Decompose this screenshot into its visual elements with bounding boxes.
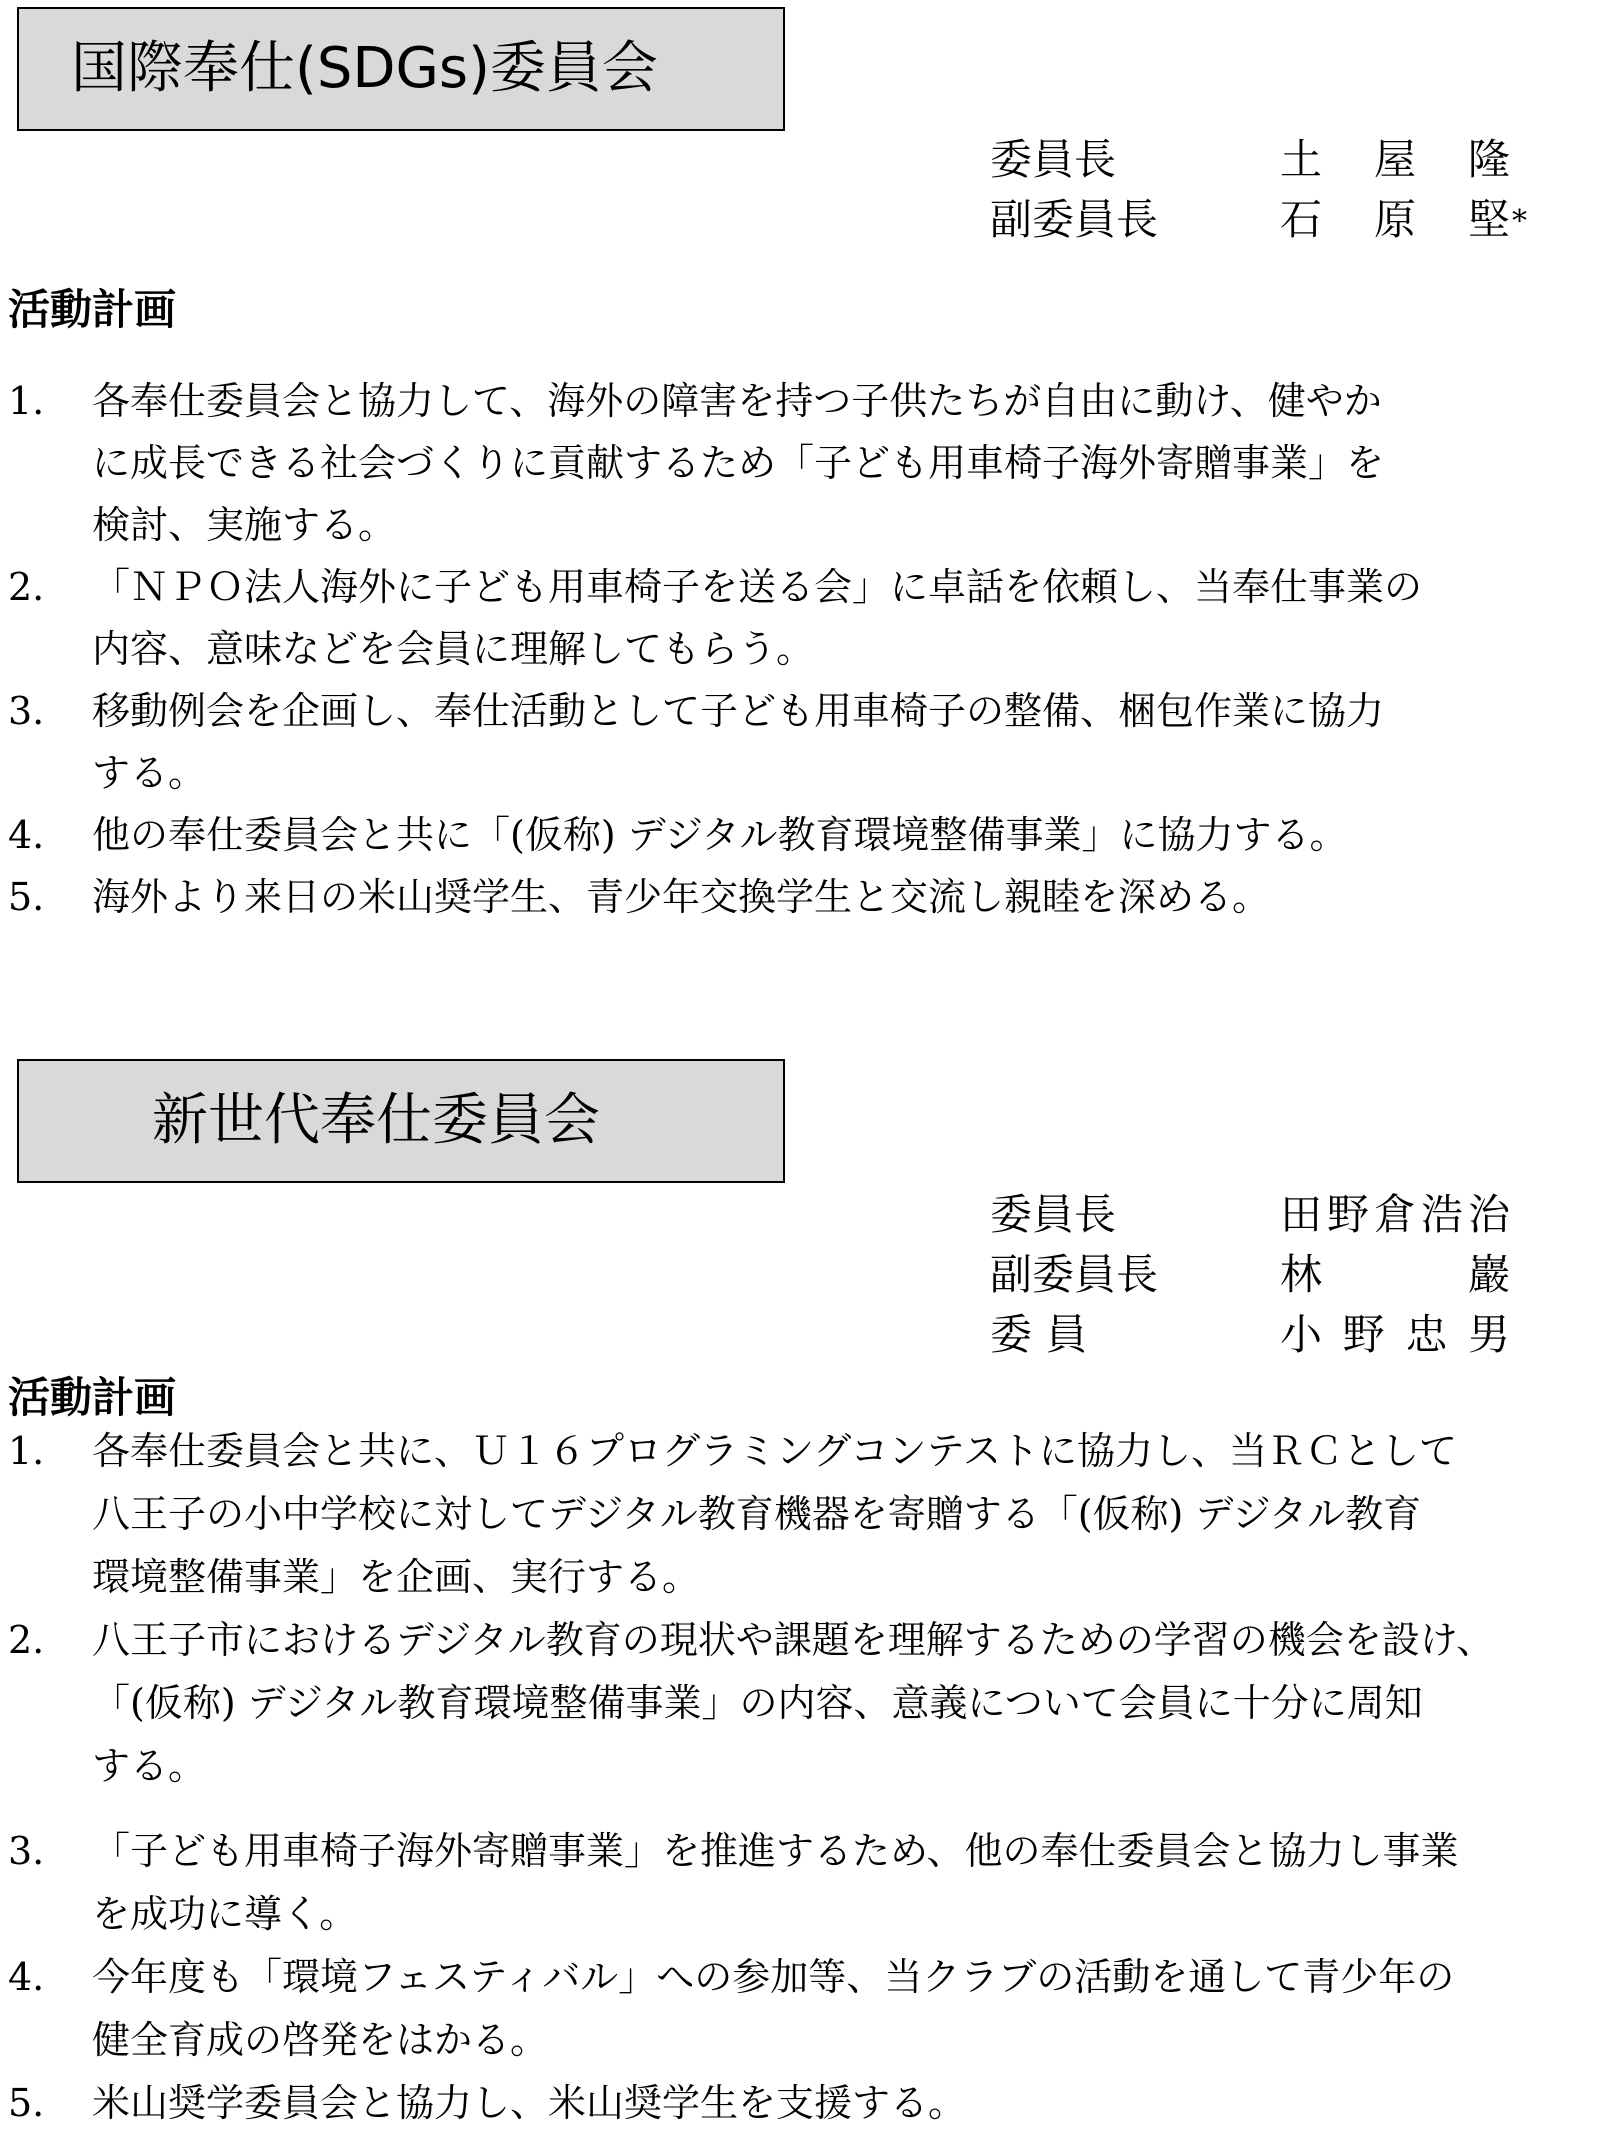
item-text: 移動例会を企画し、奉仕活動として子ども用車椅子の整備、梱包作業に協力 する。 <box>92 689 1385 795</box>
section2-title: 新世代奉仕委員会 <box>152 1088 600 1153</box>
item-number: 5. <box>8 2081 45 2125</box>
role-row <box>990 1185 1550 1245</box>
section1-title-box <box>17 7 785 131</box>
role-row <box>990 190 1550 250</box>
role-label: 委 員 <box>990 1310 1088 1359</box>
item-number: 5. <box>8 875 45 919</box>
plan-item <box>8 556 1593 680</box>
role-row <box>990 130 1550 190</box>
item-number: 3. <box>8 1829 45 1873</box>
item-number: 1. <box>8 1429 45 1473</box>
role-name: 土屋隆 <box>1280 135 1510 184</box>
plan-item <box>8 1609 1593 1798</box>
item-text: 「子ども用車椅子海外寄贈事業」を推進するため、他の奉仕委員会と協力し事業 を成功に導く。 <box>92 1829 1459 1936</box>
role-row <box>990 1305 1550 1365</box>
plan-item <box>8 1420 1593 1609</box>
section2-roles <box>990 1185 1550 1365</box>
item-text: 海外より来日の米山奨学生、青少年交換学生と交流し親睦を深める。 <box>92 875 1271 919</box>
plan-item <box>8 370 1593 556</box>
role-name: 石原堅 <box>1280 195 1510 244</box>
role-label: 副委員長 <box>990 195 1159 244</box>
item-number: 4. <box>8 813 45 857</box>
item-text: 他の奉仕委員会と共に「(仮称) デジタル教育環境整備事業」に協力する。 <box>92 813 1348 857</box>
section2-heading: 活動計画 <box>8 1373 177 1422</box>
item-text: 今年度も「環境フェスティバル」への参加等、当クラブの活動を通して青少年の 健全育成の啓発をはかる。 <box>92 1955 1455 2062</box>
plan-item <box>8 1820 1593 1946</box>
item-text: 各奉仕委員会と協力して、海外の障害を持つ子供たちが自由に動け、健やか に成長できる社会づくりに貢献するため「子ども用車椅子海外寄贈事業」を 検討、実施する。 <box>92 379 1385 547</box>
plan-item <box>8 2072 1593 2135</box>
plan-item <box>8 1946 1593 2072</box>
role-label: 委員長 <box>990 1190 1117 1239</box>
plan-item <box>8 680 1593 804</box>
role-label: 副委員長 <box>990 1250 1159 1299</box>
role-label: 委員長 <box>990 135 1117 184</box>
plan-item <box>8 804 1593 866</box>
role-name: 林巖 <box>1280 1250 1510 1299</box>
section2-plan-list <box>8 1420 1593 2135</box>
item-number: 3. <box>8 689 45 733</box>
role-row <box>990 1245 1550 1305</box>
item-number: 2. <box>8 1618 45 1662</box>
item-text: 米山奨学委員会と協力し、米山奨学生を支援する。 <box>92 2081 967 2125</box>
item-text: 八王子市におけるデジタル教育の現状や課題を理解するための学習の機会を設け、 「(仮称) デジタル教育環境整備事業」の内容、意義について会員に十分に周知 する。 <box>92 1618 1495 1788</box>
section1-plan-list <box>8 370 1593 928</box>
role-name: 小野忠男 <box>1280 1310 1510 1359</box>
role-name: 田野倉浩治 <box>1280 1190 1510 1239</box>
role-asterisk: * <box>1512 204 1527 239</box>
section1-heading: 活動計画 <box>8 285 177 334</box>
item-number: 4. <box>8 1955 45 1999</box>
section2-title-box <box>17 1059 785 1183</box>
section1-title: 国際奉仕(SDGs)委員会 <box>71 36 658 101</box>
item-number: 2. <box>8 565 45 609</box>
section1-roles <box>990 130 1550 250</box>
plan-item <box>8 866 1593 928</box>
item-text: 各奉仕委員会と共に、Ｕ１６プログラミングコンテストに協力し、当ＲＣとして 八王子の小中学校に対してデジタル教育機器を寄贈する「(仮称) デジタル教育 環境整備事業」を企画、実行する。 <box>92 1429 1457 1599</box>
item-number: 1. <box>8 379 45 423</box>
item-text: 「ＮＰＯ法人海外に子ども用車椅子を送る会」に卓話を依頼し、当奉仕事業の 内容、意味などを会員に理解してもらう。 <box>92 565 1423 671</box>
